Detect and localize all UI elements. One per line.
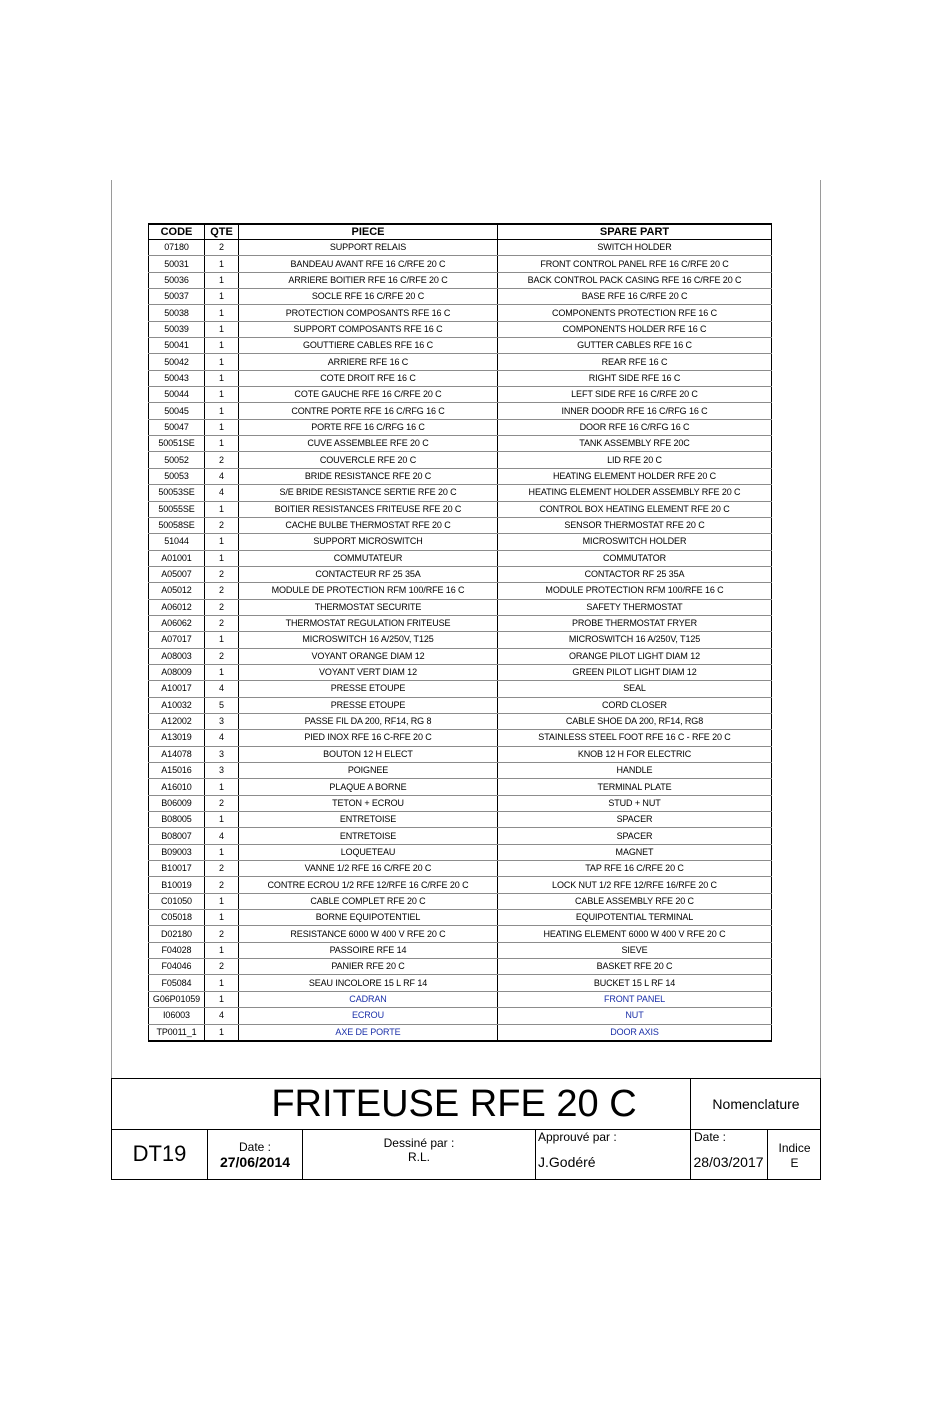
table-row [149,419,772,435]
cell-piece: SUPPORT RELAIS [239,240,498,256]
cell-piece: CUVE ASSEMBLEE RFE 20 C [239,436,498,452]
document-number: DT19 [132,1141,187,1166]
cell-spare-part: FRONT PANEL [498,991,772,1007]
date-value: 27/06/2014 [219,1154,291,1170]
document-title: FRITEUSE RFE 20 C [271,1083,637,1125]
approved-by-value: J.Godéré [538,1154,596,1170]
table-row [149,517,772,533]
cell-qte: 4 [205,681,239,697]
cell-code: D02180 [149,926,205,942]
cell-code: 50045 [149,403,205,419]
cell-qte: 1 [205,812,239,828]
table-row [149,354,772,370]
cell-piece: BRIDE RESISTANCE RFE 20 C [239,468,498,484]
cell-code: A07017 [149,632,205,648]
cell-code: A08009 [149,664,205,680]
cell-code: A05007 [149,566,205,582]
cell-spare-part: MICROSWITCH HOLDER [498,534,772,550]
cell-qte: 1 [205,975,239,991]
cell-qte: 5 [205,697,239,713]
table-row [149,681,772,697]
cell-code: A05012 [149,583,205,599]
table-row [149,844,772,860]
cell-piece: VANNE 1/2 RFE 16 C/RFE 20 C [239,861,498,877]
cell-spare-part: HEATING ELEMENT HOLDER ASSEMBLY RFE 20 C [498,485,772,501]
cell-piece: AXE DE PORTE [239,1024,498,1041]
cell-code: 50053SE [149,485,205,501]
cell-spare-part: LEFT SIDE RFE 16 C/RFE 20 C [498,387,772,403]
date-label: Date : [238,1140,271,1154]
cell-piece: ECROU [239,1008,498,1024]
cell-piece: SUPPORT MICROSWITCH [239,534,498,550]
cell-piece: BOITIER RESISTANCES FRITEUSE RFE 20 C [239,501,498,517]
cell-spare-part: SIEVE [498,942,772,958]
cell-qte: 1 [205,272,239,288]
table-row [149,648,772,664]
cell-spare-part: CABLE SHOE DA 200, RF14, RG8 [498,713,772,729]
cell-piece: PLAQUE A BORNE [239,779,498,795]
cell-code: B06009 [149,795,205,811]
cell-spare-part: STAINLESS STEEL FOOT RFE 16 C - RFE 20 C [498,730,772,746]
parts-table-body [149,240,772,1041]
table-row [149,910,772,926]
cell-spare-part: ORANGE PILOT LIGHT DIAM 12 [498,648,772,664]
cell-qte: 2 [205,877,239,893]
cell-spare-part: LOCK NUT 1/2 RFE 12/RFE 16/RFE 20 C [498,877,772,893]
cell-piece: BORNE EQUIPOTENTIEL [239,910,498,926]
cell-spare-part: INNER DOODR RFE 16 C/RFG 16 C [498,403,772,419]
cell-qte: 2 [205,599,239,615]
table-row [149,861,772,877]
cell-code: 50053 [149,468,205,484]
cell-code: B10019 [149,877,205,893]
table-row [149,893,772,909]
cell-piece: COTE DROIT RFE 16 C [239,370,498,386]
table-row [149,746,772,762]
cell-spare-part: SPACER [498,828,772,844]
cell-qte: 3 [205,713,239,729]
divider [535,1129,536,1180]
cell-piece: S/E BRIDE RESISTANCE SERTIE RFE 20 C [239,485,498,501]
revision-date-label: Date : [694,1130,727,1144]
cell-code: A14078 [149,746,205,762]
table-row [149,501,772,517]
header-code: CODE [149,224,205,240]
cell-piece: PRESSE ETOUPE [239,681,498,697]
cell-code: 50031 [149,256,205,272]
cell-code: 50037 [149,289,205,305]
cell-qte: 4 [205,1008,239,1024]
cell-code: A10032 [149,697,205,713]
cell-qte: 4 [205,468,239,484]
table-row [149,991,772,1007]
table-row [149,779,772,795]
cell-code: F05084 [149,975,205,991]
table-row [149,763,772,779]
cell-code: A16010 [149,779,205,795]
cell-code: A12002 [149,713,205,729]
cell-code: C01050 [149,893,205,909]
cell-spare-part: HEATING ELEMENT 6000 W 400 V RFE 20 C [498,926,772,942]
table-row [149,1008,772,1024]
cell-qte: 4 [205,485,239,501]
cell-piece: CACHE BULBE THERMOSTAT RFE 20 C [239,517,498,533]
cell-qte: 1 [205,910,239,926]
cell-piece: SOCLE RFE 16 C/RFE 20 C [239,289,498,305]
cell-code: A06062 [149,615,205,631]
cell-code: 50043 [149,370,205,386]
cell-qte: 1 [205,942,239,958]
cell-code: 50051SE [149,436,205,452]
cell-piece: PANIER RFE 20 C [239,959,498,975]
cell-code: A01001 [149,550,205,566]
cell-qte: 2 [205,240,239,256]
cell-code: B10017 [149,861,205,877]
table-row [149,256,772,272]
cell-spare-part: NUT [498,1008,772,1024]
cell-code: 50036 [149,272,205,288]
cell-piece: PASSE FIL DA 200, RF14, RG 8 [239,713,498,729]
cell-piece: BOUTON 12 H ELECT [239,746,498,762]
drawn-by-value: R.L. [407,1150,430,1164]
cell-qte: 1 [205,321,239,337]
cell-code: G06P01059 [149,991,205,1007]
cell-qte: 2 [205,615,239,631]
cell-code: A15016 [149,763,205,779]
cell-piece: CADRAN [239,991,498,1007]
cell-code: A10017 [149,681,205,697]
cell-spare-part: EQUIPOTENTIAL TERMINAL [498,910,772,926]
cell-qte: 2 [205,452,239,468]
cell-piece: ARRIERE BOITIER RFE 16 C/RFE 20 C [239,272,498,288]
cell-spare-part: PROBE THERMOSTAT FRYER [498,615,772,631]
cell-qte: 1 [205,338,239,354]
cell-piece: COMMUTATEUR [239,550,498,566]
cell-spare-part: SAFETY THERMOSTAT [498,599,772,615]
cell-qte: 1 [205,289,239,305]
cell-qte: 2 [205,648,239,664]
table-row [149,272,772,288]
table-row [149,485,772,501]
cell-piece: PRESSE ETOUPE [239,697,498,713]
table-row [149,942,772,958]
cell-qte: 1 [205,664,239,680]
table-row [149,632,772,648]
cell-spare-part: COMPONENTS HOLDER RFE 16 C [498,321,772,337]
parts-table [148,223,772,1042]
table-row [149,403,772,419]
table-row [149,615,772,631]
cell-qte: 1 [205,387,239,403]
cell-spare-part: HANDLE [498,763,772,779]
table-row [149,583,772,599]
cell-spare-part: COMPONENTS PROTECTION RFE 16 C [498,305,772,321]
cell-spare-part: COMMUTATOR [498,550,772,566]
indice-label: Indice [778,1141,811,1155]
table-row [149,305,772,321]
table-row [149,321,772,337]
cell-code: 50047 [149,419,205,435]
table-row [149,795,772,811]
cell-code: 50052 [149,452,205,468]
approved-by-label: Approuvé par : [538,1130,617,1144]
table-row [149,436,772,452]
table-row [149,468,772,484]
cell-spare-part: SENSOR THERMOSTAT RFE 20 C [498,517,772,533]
table-row [149,240,772,256]
cell-spare-part: REAR RFE 16 C [498,354,772,370]
table-row [149,959,772,975]
table-row [149,664,772,680]
cell-piece: CONTACTEUR RF 25 35A [239,566,498,582]
cell-code: F04028 [149,942,205,958]
cell-spare-part: SPACER [498,812,772,828]
table-row [149,534,772,550]
table-row [149,926,772,942]
cell-code: C05018 [149,910,205,926]
cell-piece: PIED INOX RFE 16 C-RFE 20 C [239,730,498,746]
cell-code: 07180 [149,240,205,256]
cell-piece: SEAU INCOLORE 15 L RF 14 [239,975,498,991]
cell-qte: 3 [205,746,239,762]
table-row [149,338,772,354]
cell-spare-part: DOOR AXIS [498,1024,772,1041]
table-row [149,713,772,729]
cell-piece: CONTRE ECROU 1/2 RFE 12/RFE 16 C/RFE 20 C [239,877,498,893]
cell-qte: 1 [205,436,239,452]
cell-spare-part: CONTROL BOX HEATING ELEMENT RFE 20 C [498,501,772,517]
cell-spare-part: CORD CLOSER [498,697,772,713]
cell-qte: 2 [205,959,239,975]
cell-qte: 1 [205,991,239,1007]
cell-spare-part: HEATING ELEMENT HOLDER RFE 20 C [498,468,772,484]
cell-spare-part: MICROSWITCH 16 A/250V, T125 [498,632,772,648]
cell-qte: 1 [205,305,239,321]
cell-qte: 1 [205,256,239,272]
cell-spare-part: TERMINAL PLATE [498,779,772,795]
cell-piece: PORTE RFE 16 C/RFG 16 C [239,419,498,435]
cell-spare-part: CONTACTOR RF 25 35A [498,566,772,582]
cell-code: TP0011_1 [149,1024,205,1041]
table-header-row [149,224,772,240]
cell-qte: 1 [205,354,239,370]
cell-spare-part: MODULE PROTECTION RFM 100/RFE 16 C [498,583,772,599]
cell-qte: 2 [205,583,239,599]
header-qte: QTE [205,224,239,240]
cell-code: 50039 [149,321,205,337]
cell-piece: RESISTANCE 6000 W 400 V RFE 20 C [239,926,498,942]
title-block [111,1078,821,1180]
cell-piece: ENTRETOISE [239,812,498,828]
cell-qte: 2 [205,861,239,877]
cell-piece: PROTECTION COMPOSANTS RFE 16 C [239,305,498,321]
cell-qte: 1 [205,1024,239,1041]
cell-code: 50058SE [149,517,205,533]
cell-code: A13019 [149,730,205,746]
cell-spare-part: BUCKET 15 L RF 14 [498,975,772,991]
cell-spare-part: SWITCH HOLDER [498,240,772,256]
table-row [149,1024,772,1041]
cell-piece: POIGNEE [239,763,498,779]
nomenclature-label: Nomenclature [712,1096,800,1112]
cell-piece: BANDEAU AVANT RFE 16 C/RFE 20 C [239,256,498,272]
cell-spare-part: DOOR RFE 16 C/RFG 16 C [498,419,772,435]
table-row [149,289,772,305]
cell-qte: 2 [205,926,239,942]
cell-qte: 4 [205,828,239,844]
cell-qte: 1 [205,403,239,419]
cell-spare-part: BASKET RFE 20 C [498,959,772,975]
table-row [149,730,772,746]
header-spare-part: SPARE PART [498,224,772,240]
cell-code: F04046 [149,959,205,975]
cell-qte: 2 [205,566,239,582]
cell-code: B08005 [149,812,205,828]
header-piece: PIECE [239,224,498,240]
cell-qte: 1 [205,893,239,909]
cell-piece: PASSOIRE RFE 14 [239,942,498,958]
table-row [149,828,772,844]
cell-piece: LOQUETEAU [239,844,498,860]
cell-spare-part: STUD + NUT [498,795,772,811]
cell-piece: COTE GAUCHE RFE 16 C/RFE 20 C [239,387,498,403]
cell-qte: 1 [205,501,239,517]
cell-code: B09003 [149,844,205,860]
drawn-by-label: Dessiné par : [383,1136,455,1150]
cell-piece: VOYANT VERT DIAM 12 [239,664,498,680]
cell-piece: GOUTTIERE CABLES RFE 16 C [239,338,498,354]
table-row [149,599,772,615]
table-row [149,370,772,386]
cell-piece: CONTRE PORTE RFE 16 C/RFG 16 C [239,403,498,419]
cell-spare-part: TANK ASSEMBLY RFE 20C [498,436,772,452]
cell-piece: ARRIERE RFE 16 C [239,354,498,370]
cell-spare-part: FRONT CONTROL PANEL RFE 16 C/RFE 20 C [498,256,772,272]
cell-piece: THERMOSTAT SECURITE [239,599,498,615]
cell-qte: 1 [205,844,239,860]
table-row [149,877,772,893]
cell-spare-part: KNOB 12 H FOR ELECTRIC [498,746,772,762]
cell-piece: MODULE DE PROTECTION RFM 100/RFE 16 C [239,583,498,599]
cell-qte: 1 [205,550,239,566]
cell-piece: SUPPORT COMPOSANTS RFE 16 C [239,321,498,337]
cell-spare-part: SEAL [498,681,772,697]
cell-code: 50055SE [149,501,205,517]
cell-piece: ENTRETOISE [239,828,498,844]
cell-spare-part: MAGNET [498,844,772,860]
cell-code: 50041 [149,338,205,354]
cell-qte: 1 [205,370,239,386]
cell-code: A06012 [149,599,205,615]
cell-qte: 2 [205,517,239,533]
cell-qte: 1 [205,632,239,648]
cell-spare-part: GREEN PILOT LIGHT DIAM 12 [498,664,772,680]
cell-spare-part: GUTTER CABLES RFE 16 C [498,338,772,354]
cell-qte: 4 [205,730,239,746]
cell-code: 50038 [149,305,205,321]
cell-piece: THERMOSTAT REGULATION FRITEUSE [239,615,498,631]
table-row [149,975,772,991]
cell-spare-part: RIGHT SIDE RFE 16 C [498,370,772,386]
cell-spare-part: BASE RFE 16 C/RFE 20 C [498,289,772,305]
cell-spare-part: CABLE ASSEMBLY RFE 20 C [498,893,772,909]
cell-code: 51044 [149,534,205,550]
cell-piece: TETON + ECROU [239,795,498,811]
cell-qte: 1 [205,779,239,795]
table-row [149,812,772,828]
table-row [149,387,772,403]
revision-date-value: 28/03/2017 [693,1154,764,1170]
cell-spare-part: BACK CONTROL PACK CASING RFE 16 C/RFE 20 C [498,272,772,288]
table-row [149,566,772,582]
cell-code: 50042 [149,354,205,370]
table-row [149,452,772,468]
cell-piece: CABLE COMPLET RFE 20 C [239,893,498,909]
cell-qte: 2 [205,795,239,811]
table-row [149,550,772,566]
cell-qte: 1 [205,534,239,550]
cell-code: B08007 [149,828,205,844]
cell-code: I06003 [149,1008,205,1024]
cell-spare-part: LID RFE 20 C [498,452,772,468]
cell-qte: 1 [205,419,239,435]
indice-value: E [790,1156,799,1170]
cell-piece: COUVERCLE RFE 20 C [239,452,498,468]
cell-code: A08003 [149,648,205,664]
cell-spare-part: TAP RFE 16 C/RFE 20 C [498,861,772,877]
cell-code: 50044 [149,387,205,403]
cell-piece: MICROSWITCH 16 A/250V, T125 [239,632,498,648]
cell-piece: VOYANT ORANGE DIAM 12 [239,648,498,664]
cell-qte: 3 [205,763,239,779]
table-row [149,697,772,713]
